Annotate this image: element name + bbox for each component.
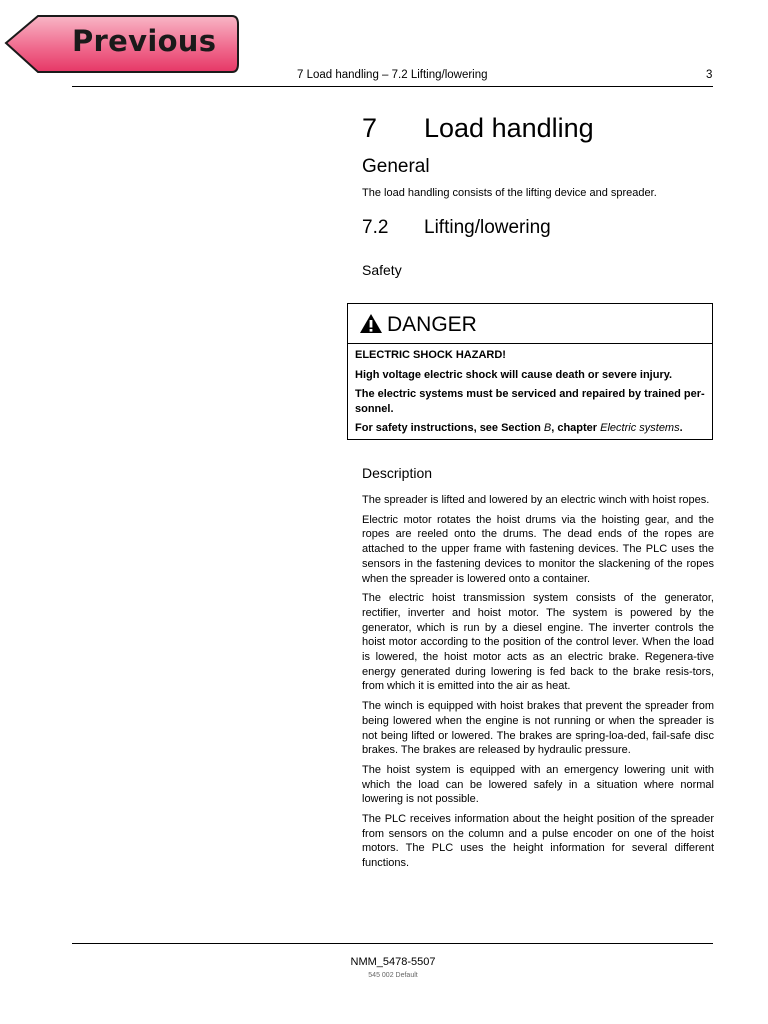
danger-line-4-end: . <box>679 422 683 434</box>
danger-line-1: ELECTRIC SHOCK HAZARD! <box>355 349 506 361</box>
section-number: 7.2 <box>362 217 389 238</box>
description-paragraph: The winch is equipped with hoist brakes that prevent the spreader from being lowered when the engine is not running or when the spreader is not being lifted or lowered. The brakes are spring-loa-ded, fail-safe disc brakes. The brakes are released by hydraulic pressure. <box>362 700 714 757</box>
description-paragraph: Electric motor rotates the hoist drums via the hoisting gear, and the ropes are reeled onto the drums. The dead ends of the ropes are attached to the upper frame with fastening devices. The PLC uses the sensors in the fastening devices to monitor the slackening of the ropes when the spreader is lowered onto a container. <box>362 513 714 585</box>
general-heading: General <box>362 156 430 177</box>
danger-label: DANGER <box>387 313 477 336</box>
description-paragraph: The spreader is lifted and lowered by an electric winch with hoist ropes. <box>362 494 710 506</box>
danger-header <box>348 304 712 344</box>
section-reference: B <box>543 422 552 434</box>
description-heading: Description <box>362 465 433 481</box>
danger-box <box>347 303 713 440</box>
footer-subtext: 545 002 Default <box>368 972 418 979</box>
section-title: Lifting/lowering <box>424 217 551 238</box>
safety-heading: Safety <box>362 262 402 278</box>
danger-line-4-mid: , chapter <box>551 422 601 434</box>
header-divider <box>72 86 713 87</box>
footer-divider <box>72 943 713 944</box>
description-paragraph: The hoist system is equipped with an emergency lowering unit with which the load can be lowered safely in a situation where normal lowering is not possible. <box>362 763 714 806</box>
danger-line-3: The electric systems must be serviced and repaired by trained per-sonnel. <box>355 388 705 415</box>
danger-line-2: High voltage electric shock will cause death or severe injury. <box>355 368 673 381</box>
previous-button[interactable] <box>4 14 240 76</box>
chapter-reference: Electric systems <box>600 422 680 434</box>
document-id: NMM_5478-5507 <box>350 956 436 968</box>
danger-line-4 <box>355 421 705 436</box>
danger-body <box>348 344 712 436</box>
previous-label: Previous <box>72 24 217 58</box>
danger-line-4-prefix: For safety instructions, see Section <box>355 422 544 434</box>
page-number: 3 <box>706 69 713 81</box>
description-paragraph: The PLC receives information about the height position of the spreader from sensors on the column and a pulse encoder on one of the hoist motors. The PLC uses the height information for several different functions. <box>362 813 714 870</box>
chapter-number: 7 <box>362 113 378 143</box>
description-paragraph: The electric hoist transmission system consists of the generator, rectifier, inverter and hoist motor. The system is powered by the generator, which is run by a diesel engine. The inverter controls the hoist motor according to the position of the control lever. When the load is lowered, the hoist motor acts as an electric brake. Regenera-tive energy generated during lowering is fed back to the brake resis-tors, from which it is emitted into the air as heat. <box>362 592 714 693</box>
general-text: The load handling consists of the lifting device and spreader. <box>362 187 657 199</box>
running-header-title: 7 Load handling – 7.2 Lifting/lowering <box>297 69 488 81</box>
chapter-title: Load handling <box>424 113 594 143</box>
description-body <box>362 493 714 876</box>
warning-triangle-icon <box>359 313 383 334</box>
